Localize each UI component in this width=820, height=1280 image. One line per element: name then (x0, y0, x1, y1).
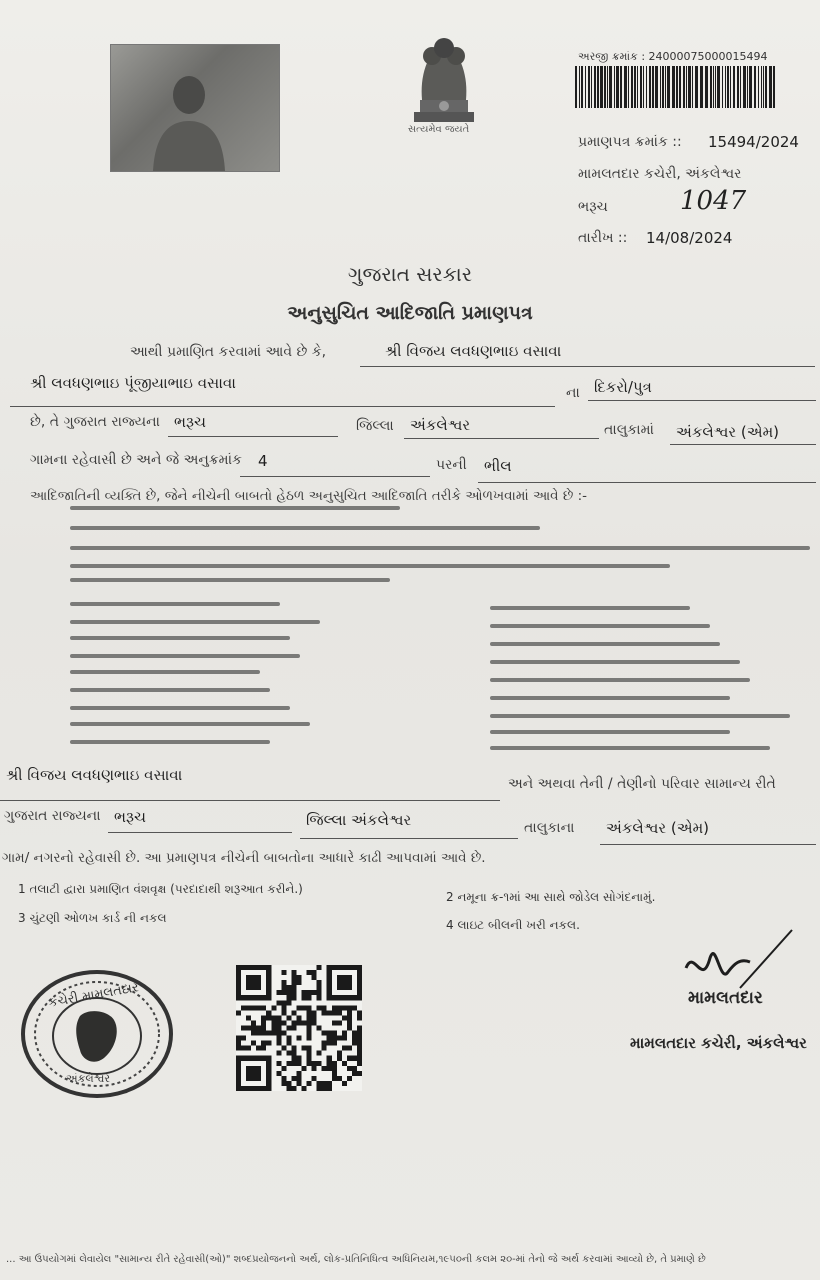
certificate-title: અનુસુચિત આદિજાતિ પ્રમાણપત્ર (287, 302, 533, 324)
qr-code (236, 964, 362, 1092)
district-town-repeat: જિલ્લા અંકલેશ્વર (306, 811, 412, 829)
state-prefix-2: ગુજરાત રાજ્યના (4, 808, 101, 824)
resident-text: ગામના રહેવાસી છે અને જે અનુક્રમાંક (30, 452, 242, 468)
office-seal (18, 968, 176, 1100)
seal-top-text: કચેરી મામલતદાર (47, 980, 140, 1011)
state-prefix: છે, તે ગુજરાત રાજ્યના (30, 414, 160, 430)
document-item-4: 4 લાઇટ બીલની ખરી નકલ. (446, 918, 580, 932)
certificate-number-label: પ્રમાણપત્ર ક્રમાંક :: (578, 134, 682, 150)
certify-prefix: આથી પ્રમાણિત કરવામાં આવે છે કે, (130, 344, 327, 360)
family-text: અને અથવા તેની / તેણીનો પરિવાર સામાન્ય રીતે (508, 776, 776, 792)
document-item-1: 1 તલાટી દ્વારા પ્રમાણિત વંશવૃક્ષ (પરદાદાથી શરૂઆત કરીને.) (18, 882, 303, 896)
taluka: અંકલેશ્વર (એમ) (676, 423, 780, 441)
tribe: ભીલ (484, 457, 512, 475)
relation: દિકરો/પુત્ર (594, 378, 652, 396)
certificate-number: 15494/2024 (708, 133, 799, 151)
national-emblem-icon (400, 26, 488, 136)
document-item-3: 3 ચુંટણી ઓળખ કાર્ડ ની નકલ (18, 911, 167, 925)
document-item-2: 2 નમૂના ક્ર-૧માં આ સાથે જોડેલ સોગંદનામું. (446, 890, 656, 904)
serial-number: 4 (258, 452, 268, 470)
district-word: જિલ્લા (356, 418, 394, 434)
person-icon (149, 65, 229, 171)
taluka-town: અંકલેશ્વર (410, 416, 471, 434)
district-repeat: ભરૂચ (114, 808, 146, 826)
emblem-motto: સત્યમેવ જયતે (408, 124, 470, 135)
issue-date: 14/08/2024 (646, 229, 733, 247)
application-number: અરજી ક્રમાંક : 24000075000015494 (578, 50, 768, 63)
taluka-word: તાલુકામાં (604, 422, 654, 438)
tribe-statement: આદિજાતિની વ્યક્તિ છે, જેને નીચેની બાબતો હેઠળ અનુસુચિત આદિજાતિ તરીકે ઓળખવામાં આવે છે :- (30, 488, 588, 504)
footer-note: ... આ ઉપયોગમાં લેવાયેલ "સામાન્ય રીતે રહેવાસી(ઓ)" શબ્દપ્રયોજનનો અર્થ, લોક-પ્રતિનિધિત્વ અધિનિયમ,૧૯૫૦ની કલમ ૨૦-માં તેનો જે અર્થ કરવામાં આવ્યો છે, તે પ્રમાણે છે (6, 1254, 706, 1265)
district: ભરૂચ (174, 413, 206, 431)
barcode (575, 66, 777, 108)
holder-name-repeat: શ્રી વિજય લવધણભાઇ વસાવા (6, 766, 183, 784)
government-title: ગુજરાત સરકાર (347, 262, 473, 286)
village-text: ગામ/ નગરનો રહેવાસી છે. આ પ્રમાણપત્ર નીચેની બાબતોના આધારે કાઢી આપવામાં આવે છે. (2, 850, 486, 866)
signatory-title: મામલતદાર (688, 988, 763, 1008)
applicant-photo (110, 44, 280, 172)
seal-bottom-text: અંકલેશ્વર (66, 1072, 111, 1085)
father-name: શ્રી લવધણભાઇ પૂંજીયાભાઇ વસાવા (30, 374, 236, 392)
office-name: મામલતદાર કચેરી, અંકલેશ્વર (578, 166, 742, 182)
handwritten-number: 1047 (680, 186, 747, 216)
taluka-repeat: અંકલેશ્વર (એમ) (606, 819, 710, 837)
taluka-word-2: તાલુકાના (524, 820, 575, 836)
date-label: તારીખ :: (578, 230, 628, 246)
legal-references-block (70, 506, 810, 750)
district-label: ભરૂચ (578, 199, 608, 215)
holder-name: શ્રી વિજય લવધણભાઇ વસાવા (385, 342, 562, 360)
of-text: પરની (436, 457, 467, 473)
signatory-office: મામલતદાર કચેરી, અંકલેશ્વર (630, 1034, 807, 1052)
of-word: ના (566, 385, 580, 401)
